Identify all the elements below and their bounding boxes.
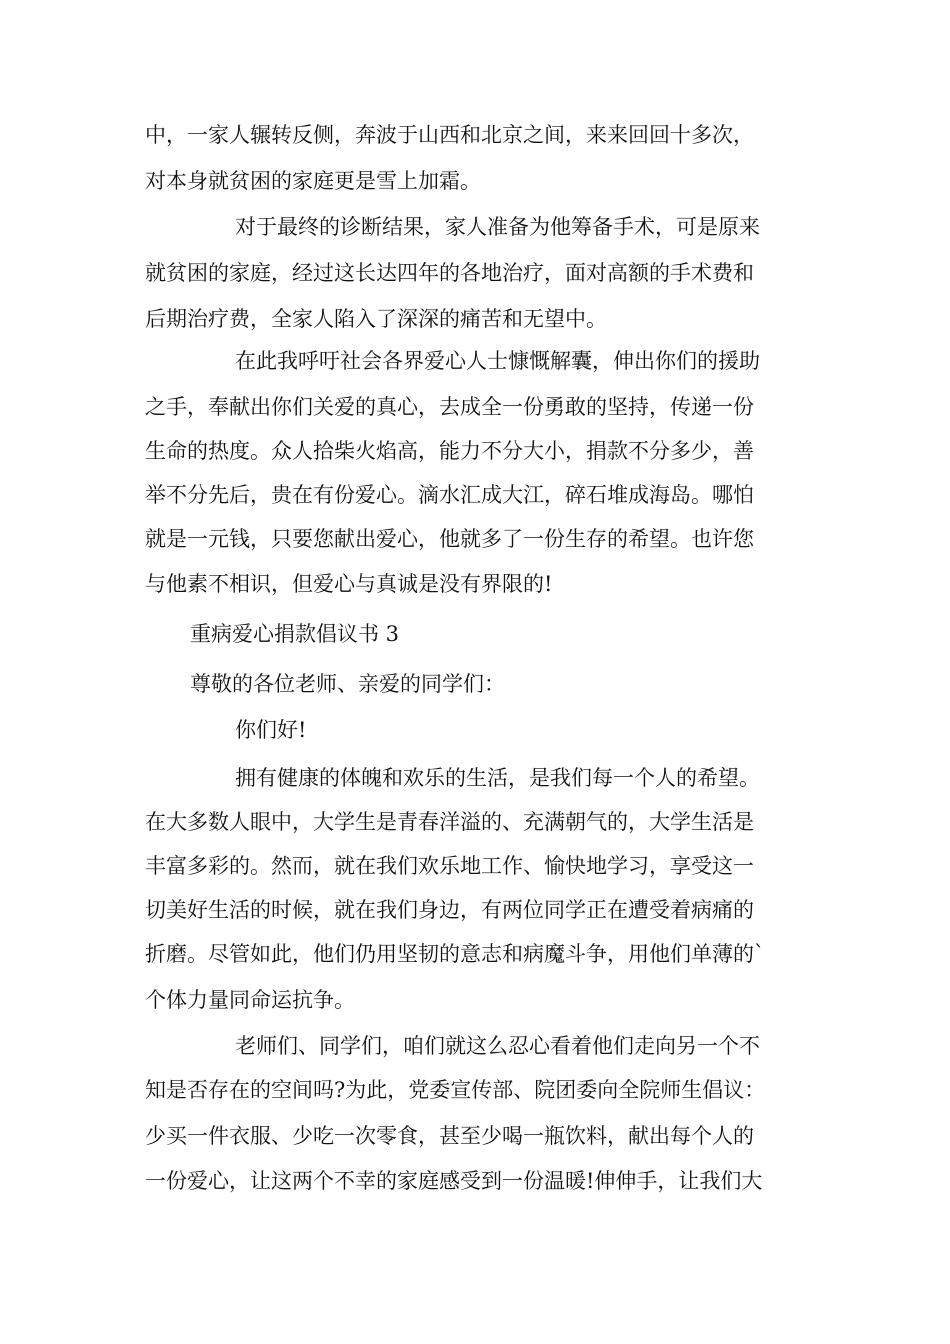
- salutation: 尊敬的各位老师、亲爱的同学们：: [190, 672, 505, 696]
- text-line: 一份爱心，让这两个不幸的家庭感受到一份温暖!伸伸手，让我们大: [145, 1169, 763, 1193]
- text-line: 与他素不相识，但爱心与真诚是没有界限的!: [145, 572, 553, 596]
- text-line: 拥有健康的体魄和欢乐的生活，是我们每一个人的希望。: [235, 766, 760, 790]
- text-line: 在大多数人眼中，大学生是青春洋溢的、充满朝气的，大学生活是: [145, 810, 754, 834]
- text-line: 知是否存在的空间吗?为此，党委宣传部、院团委向全院师生倡议：: [145, 1078, 766, 1102]
- text-line: 少买一件衣服、少吃一次零食，甚至少喝一瓶饮料，献出每个人的: [145, 1124, 754, 1148]
- text-line: 生命的热度。众人拾柴火焰高，能力不分大小，捐款不分多少，善: [145, 439, 754, 463]
- text-line: 折磨。尽管如此，他们仍用坚韧的意志和病魔斗争，用他们单薄的`: [145, 942, 765, 966]
- text-line: 后期治疗费，全家人陷入了深深的痛苦和无望中。: [145, 307, 607, 331]
- text-line: 举不分先后，贵在有份爱心。滴水汇成大江，碎石堆成海岛。哪怕: [145, 483, 754, 507]
- text-line: 之手，奉献出你们关爱的真心，去成全一份勇敢的坚持，传递一份: [145, 395, 754, 419]
- greeting: 你们好!: [235, 718, 307, 742]
- section-title: 重病爱心捐款倡议书 3: [190, 622, 400, 646]
- text-line: 个体力量同命运抗争。: [145, 988, 355, 1012]
- text-line: 中，一家人辗转反侧，奔波于山西和北京之间，来来回回十多次，: [145, 123, 754, 147]
- text-line: 在此我呼吁社会各界爱心人士慷慨解囊，伸出你们的援助: [235, 349, 760, 373]
- text-line: 丰富多彩的。然而，就在我们欢乐地工作、愉快地学习，享受这一: [145, 854, 754, 878]
- text-line: 切美好生活的时候，就在我们身边，有两位同学正在遭受着病痛的: [145, 898, 754, 922]
- text-line: 就贫困的家庭，经过这长达四年的各地治疗，面对高额的手术费和: [145, 261, 754, 285]
- text-line: 就是一元钱，只要您献出爱心，他就多了一份生存的希望。也许您: [145, 527, 754, 551]
- text-line: 对于最终的诊断结果，家人准备为他筹备手术，可是原来: [235, 215, 760, 239]
- text-line: 对本身就贫困的家庭更是雪上加霜。: [145, 169, 481, 193]
- text-line: 老师们、同学们，咱们就这么忍心看着他们走向另一个不: [235, 1034, 760, 1058]
